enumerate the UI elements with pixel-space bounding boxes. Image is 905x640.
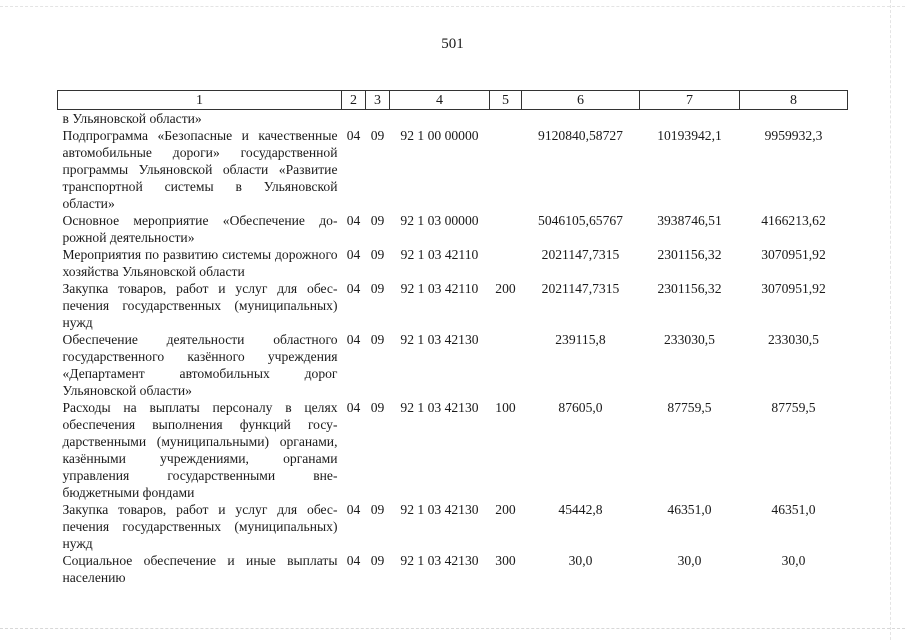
row-target-article: 92 1 03 42130 xyxy=(400,332,479,347)
row-name: Закупка товаров, работ и услуг для обеспечения государственных (муниципальных) нужд xyxy=(62,281,338,330)
row-section: 04 xyxy=(346,502,361,517)
table-row xyxy=(58,127,848,212)
row-expense-type xyxy=(490,127,522,212)
row-amount-col6: 5046105,65767 xyxy=(538,213,623,228)
row-expense-type xyxy=(490,331,522,399)
row-amount-col6: 239115,8 xyxy=(555,332,606,347)
row-name: Социальное обеспечение и иные выплаты населению xyxy=(62,553,338,585)
table-row xyxy=(58,501,848,552)
row-target-article xyxy=(390,110,490,128)
row-name: Основное мероприятие «Обеспечение дорожной деятельности» xyxy=(62,213,338,245)
row-section: 04 xyxy=(346,281,361,296)
budget-table xyxy=(57,90,848,586)
row-name: Обеспечение деятельности областного государственного казённого учреждения «Департамент автомобильных дорог Ульяновской области» xyxy=(62,332,338,398)
page-number: 501 xyxy=(441,36,464,52)
row-expense-type: 100 xyxy=(495,400,516,415)
row-amount-col6: 2021147,7315 xyxy=(541,247,620,262)
header-cell-5: 5 xyxy=(490,91,522,110)
row-amount-col6: 2021147,7315 xyxy=(541,281,620,296)
header-cell-7: 7 xyxy=(640,91,740,110)
row-amount-col7: 2301156,32 xyxy=(657,247,722,262)
row-amount-col8: 87759,5 xyxy=(771,400,816,415)
row-target-article: 92 1 03 00000 xyxy=(400,213,479,228)
row-amount-col7: 2301156,32 xyxy=(657,281,722,296)
row-subsection: 09 xyxy=(370,281,385,296)
row-amount-col7: 10193942,1 xyxy=(657,128,722,143)
row-expense-type xyxy=(490,246,522,280)
row-amount-col8: 3070951,92 xyxy=(761,247,826,262)
row-amount-col6: 87605,0 xyxy=(558,400,603,415)
row-name: в Ульяновской области» xyxy=(62,111,202,126)
row-name: Подпрограмма «Безопасные и качественные автомобильные дороги» государственной программы Ульяновской области «Развитие транспортной системы в Ульяновской области» xyxy=(62,128,338,211)
row-section: 04 xyxy=(346,247,361,262)
row-subsection: 09 xyxy=(370,332,385,347)
scan-edge-bottom xyxy=(0,628,905,629)
row-subsection: 09 xyxy=(370,213,385,228)
row-amount-col8: 46351,0 xyxy=(771,502,816,517)
row-amount-col8: 233030,5 xyxy=(768,332,819,347)
row-section: 04 xyxy=(346,400,361,415)
row-amount-col8: 9959932,3 xyxy=(764,128,823,143)
row-amount-col7 xyxy=(640,110,740,128)
row-section xyxy=(342,110,366,128)
header-cell-3: 3 xyxy=(366,91,390,110)
row-amount-col8: 3070951,92 xyxy=(761,281,826,296)
row-expense-type: 300 xyxy=(495,553,516,568)
header-cell-1: 1 xyxy=(58,91,342,110)
scan-edge-top xyxy=(0,6,905,7)
row-amount-col7: 30,0 xyxy=(677,553,702,568)
header-cell-6: 6 xyxy=(522,91,640,110)
row-expense-type: 200 xyxy=(495,502,516,517)
row-subsection: 09 xyxy=(370,502,385,517)
row-target-article: 92 1 00 00000 xyxy=(400,128,479,143)
header-cell-2: 2 xyxy=(342,91,366,110)
row-amount-col8: 30,0 xyxy=(781,553,806,568)
row-subsection: 09 xyxy=(370,247,385,262)
header-cell-8: 8 xyxy=(740,91,848,110)
row-expense-type xyxy=(490,110,522,128)
row-expense-type xyxy=(490,212,522,246)
row-amount-col7: 87759,5 xyxy=(667,400,712,415)
row-amount-col7: 3938746,51 xyxy=(657,213,722,228)
row-subsection xyxy=(366,110,390,128)
row-target-article: 92 1 03 42130 xyxy=(400,553,479,568)
table-row xyxy=(58,399,848,501)
table-row xyxy=(58,552,848,586)
row-amount-col6: 30,0 xyxy=(568,553,593,568)
table-row xyxy=(58,246,848,280)
row-name: Расходы на выплаты персоналу в целях обеспечения выполнения функций государственными (муниципальными) органами, казёнными учреждениями, органами управления государственными внебюджетными фондами xyxy=(62,400,338,500)
row-target-article: 92 1 03 42110 xyxy=(400,247,479,262)
row-amount-col7: 46351,0 xyxy=(667,502,712,517)
table-row xyxy=(58,331,848,399)
row-name: Мероприятия по развитию системы дорожного хозяйства Ульяновской области xyxy=(62,247,338,279)
row-amount-col6: 45442,8 xyxy=(558,502,603,517)
row-amount-col6 xyxy=(522,110,640,128)
row-subsection: 09 xyxy=(370,553,385,568)
row-section: 04 xyxy=(346,332,361,347)
table-row xyxy=(58,212,848,246)
row-amount-col6: 9120840,58727 xyxy=(538,128,623,143)
row-subsection: 09 xyxy=(370,400,385,415)
row-amount-col7: 233030,5 xyxy=(664,332,715,347)
scan-edge-right xyxy=(890,0,891,640)
table-row xyxy=(58,280,848,331)
row-subsection: 09 xyxy=(370,128,385,143)
row-section: 04 xyxy=(346,553,361,568)
row-target-article: 92 1 03 42110 xyxy=(400,281,479,296)
header-cell-4: 4 xyxy=(390,91,490,110)
row-amount-col8 xyxy=(740,110,848,128)
row-name: Закупка товаров, работ и услуг для обеспечения государственных (муниципальных) нужд xyxy=(62,502,338,551)
row-expense-type: 200 xyxy=(495,281,516,296)
row-section: 04 xyxy=(346,128,361,143)
table-row xyxy=(58,110,848,128)
row-section: 04 xyxy=(346,213,361,228)
row-target-article: 92 1 03 42130 xyxy=(400,502,479,517)
header-row xyxy=(58,91,848,110)
row-target-article: 92 1 03 42130 xyxy=(400,400,479,415)
row-amount-col8: 4166213,62 xyxy=(761,213,826,228)
